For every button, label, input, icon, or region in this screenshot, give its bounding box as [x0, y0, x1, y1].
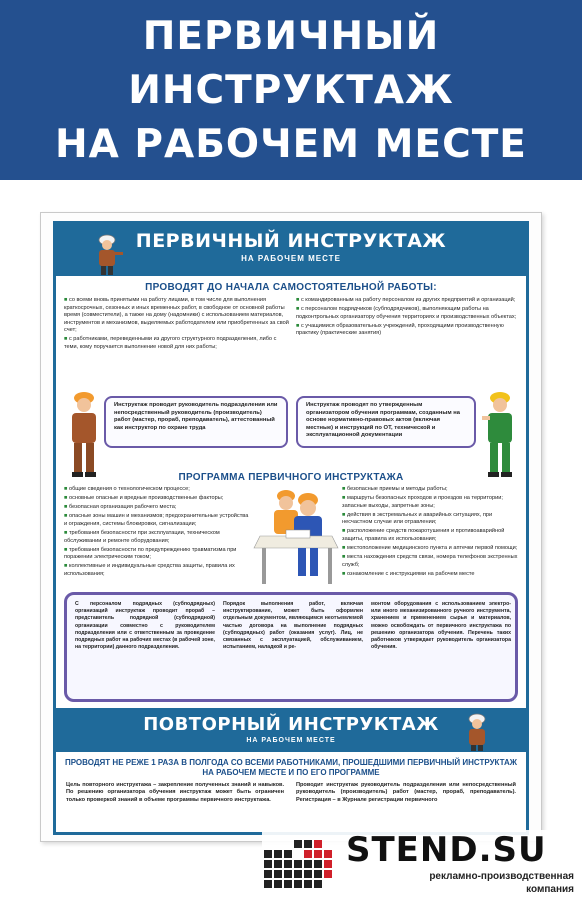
- program-basis-box: Инструктаж проводят по утвержденным организатором обучения программам, созданным на основе нормативно-правовых актов (включая местные) и инструкций по ОТ, технической и эксплуатационной документации: [296, 396, 476, 448]
- worker-left-icon: [64, 388, 104, 480]
- brand-logo-icon: [264, 832, 336, 894]
- list-item: ■ с командированным на работу персоналом из других предприятий и организаций;: [296, 297, 516, 303]
- worker-pointing-icon: [90, 232, 124, 276]
- poster-subtitle: НА РАБОЧЕМ МЕСТЕ: [241, 254, 341, 263]
- list-item: ■ со всеми вновь принятыми на работу лицами, в том числе для выполнения краткосрочных, сезонных и иных временных работ, в свободное от основной работы время (совместители), а также на дому (надомники) с использованием материалов, инструментов и механизмов, выделяемых работодателем или приобретенных за свой счет;: [64, 297, 289, 334]
- list-item: ■ действия в экстремальных и аварийных ситуациях, при несчастном случае или отравлении;: [342, 511, 493, 526]
- banner-line-3: НА РАБОЧЕМ МЕСТЕ: [55, 122, 527, 167]
- brand-tagline-2: компания: [526, 884, 574, 895]
- brand-block: [262, 830, 582, 900]
- list-item: ■ основные опасные и вредные производственные факторы;: [64, 495, 224, 502]
- list-item: ■ местоположение медицинского пункта и аптечки первой помощи;: [342, 545, 518, 552]
- list-item: ■ расположение средств пожаротушения и противоаварийной защиты, правила их использования;: [342, 528, 505, 543]
- list-item: ■ опасные зоны машин и механизмов; предохранительные устройства и ограждения, системы блокировки, сигнализации;: [64, 513, 249, 527]
- list-item: ■ с учащимися образовательных учреждений, проходящими производственную практику (практические занятия): [296, 322, 504, 337]
- instructor-box: Инструктаж проводит руководитель подразделения или непосредственный руководитель (производитель) работ (мастер, прораб, преподаватель), аттестованный как инструктор по охране труда: [104, 396, 288, 448]
- banner-line-2: ИНСТРУКТАЖ: [128, 68, 454, 113]
- repeat-header: [56, 708, 526, 752]
- repeat-subtitle: НА РАБОЧЕМ МЕСТЕ: [246, 737, 336, 744]
- repeat-title: ПОВТОРНЫЙ ИНСТРУКТАЖ: [143, 714, 439, 735]
- contractor-col-3: монтом оборудования с использованием электро- или иного механизированного ручного инструмента, хранением и применением сырья и материалов, можно освобождать от первичного инструктажа по решению организатора обучения. Перечень таких работников утверждает руководитель организатора обучения.: [371, 601, 511, 651]
- poster-frame: [40, 212, 542, 842]
- repeat-left-text: Цель повторного инструктажа – закрепление полученных знаний и навыков. По решению организатора обучения инструктаж может быть ограничен только проверкой знаний в объеме программы первичного инструктажа.: [66, 782, 284, 803]
- list-item: ■ требования безопасности при эксплуатации, техническом обслуживании и ремонте оборудования;: [64, 529, 220, 544]
- list-item: ■ безопасные приемы и методы работы;: [342, 486, 448, 492]
- section-before-work-title: ПРОВОДЯТ ДО НАЧАЛА САМОСТОЯТЕЛЬНОЙ РАБОТЫ:: [145, 282, 437, 293]
- students-at-desk-illustration: [252, 486, 340, 588]
- program-right-list: [342, 486, 522, 580]
- list-item: ■ с персоналом подрядчиков (субподрядчиков), выполняющим работы на подконтрольных организатору обучения территориях и производственных объектах;: [296, 306, 517, 320]
- repeat-right-text: Проводит инструктаж руководитель подразделения или непосредственный руководитель (производитель) работ (мастер, прораб, преподаватель). Регистрация – в Журнале регистрации первичного: [296, 782, 516, 803]
- brand-name: STEND.SU: [346, 830, 547, 870]
- poster-title: ПЕРВИЧНЫЙ ИНСТРУКТАЖ: [135, 230, 447, 252]
- contractor-col-1: С персоналом подрядных (субподрядных) организаций инструктаж проводит прораб – представитель подрядной (субподрядной) организации совместно с руководителем подразделения или с ответственным за проведение подрядных работ на рабочих местах (в рабочей зоне, на территории) данного подразделения.: [75, 601, 215, 651]
- list-item: ■ ознакомление с инструкциями на рабочем месте: [342, 570, 475, 577]
- list-item: ■ маршруты безопасных проходов и проездов на территории; запасные выходы, запретные зоны;: [342, 495, 503, 509]
- repeat-frequency-title: ПРОВОДЯТ НЕ РЕЖЕ 1 РАЗА В ПОЛГОДА СО ВСЕМИ РАБОТНИКАМИ, ПРОШЕДШИМИ ПЕРВИЧНЫЙ ИНСТРУКТАЖ НА РАБОЧЕМ МЕСТЕ И ПО ЕГО ПРОГРАММЕ: [64, 758, 518, 777]
- list-item: ■ коллективные и индивидуальные средства защиты, правила их использования;: [64, 563, 235, 577]
- top-banner: [0, 0, 582, 180]
- list-item: ■ места нахождения средств связи, номера телефонов экстренных служб;: [342, 554, 518, 568]
- worker-right-icon: [480, 388, 520, 480]
- poster-header: [56, 224, 526, 276]
- list-item: ■ общие сведения о технологическом процессе;: [64, 486, 190, 492]
- section-program-title: ПРОГРАММА ПЕРВИЧНОГО ИНСТРУКТАЖА: [178, 472, 404, 483]
- brand-tagline-1: рекламно-производственная: [429, 871, 574, 882]
- banner-line-1: ПЕРВИЧНЫЙ: [142, 14, 440, 59]
- right-list: [296, 297, 521, 339]
- list-item: ■ требования безопасности по предупреждению травматизма при поражении электрическим током;: [64, 546, 237, 561]
- worker-repeat-icon: [460, 712, 494, 752]
- left-list: [64, 297, 289, 353]
- list-item: ■ с работниками, переведенными из другого структурного подразделения, либо с теми, кому поручается выполнение новой для них работы;: [64, 336, 277, 351]
- contractor-col-2: Порядок выполнения работ, включая инструктирование, может быть оформлен отдельным документом, являющимся неотъемлемой частью договора на выполнение подрядных (субподрядных) работ (оказания услуг). Лиц, не связанных с эксплуатацией, обслуживанием, испытанием, наладкой и ре-: [223, 601, 363, 651]
- list-item: ■ безопасная организация рабочего места;: [64, 504, 177, 511]
- contractor-info-box: [64, 592, 518, 702]
- program-left-list: [64, 486, 249, 580]
- poster-content: [53, 221, 529, 835]
